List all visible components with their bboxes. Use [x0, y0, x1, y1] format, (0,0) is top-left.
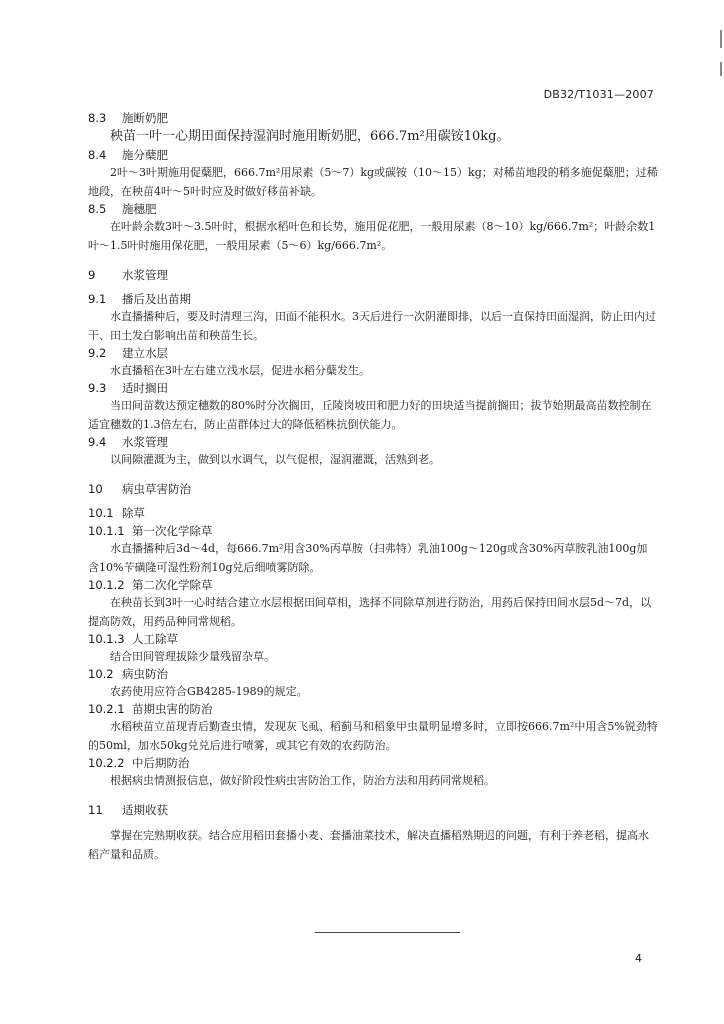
section-heading-9-2: 9.2 建立水层: [88, 346, 168, 360]
section-heading-9-1: 9.1 播后及出苗期: [88, 292, 191, 306]
section-heading-8-4: 8.4 施分蘖肥: [88, 148, 168, 162]
section-text-11: 掌握在完熟期收获。结合应用稻田套播小麦、套播油菜技术，解决直播稻熟期迟的问题，有利于养老稻，提高水稻产量和品质。: [88, 829, 649, 861]
section-heading-10-1-1: 10.1.1 第一次化学除草: [88, 524, 213, 538]
section-heading-8-3: 8.3 施断奶肥: [88, 111, 168, 125]
document-body: [88, 110, 658, 864]
section-heading-9-4: 9.4 水浆管理: [88, 435, 168, 449]
section-text-8-5: 在叶龄余数3叶～3.5叶时，根据水稻叶色和长势，施用促花肥，一般用尿素（8～10）kg/666.7m²；叶龄余数1叶～1.5叶时施用保花肥，一般用尿素（5～6）kg/666.7m²。: [88, 220, 656, 252]
section-heading-10-1-2: 10.1.2 第二次化学除草: [88, 578, 213, 592]
section-text-10-2-1: 水稻秧苗立苗现青后勤查虫情，发现灰飞虱、稻蓟马和稻象甲虫量明显增多时，立即按666.7m²中用含5%锐劲特的50ml，加水50kg兑兑后进行喷雾，或其它有效的农药防治。: [88, 720, 658, 752]
section-text-10-2: 农药使用应符合GB4285-1989的规定。: [110, 685, 308, 698]
section-text-10-2-2: 根据病虫情测报信息，做好阶段性病虫害防治工作，防治方法和用药同常规稻。: [110, 774, 495, 787]
section-heading-10-2: 10.2 病虫防治: [88, 667, 168, 681]
chapter-heading-11: 11 适期收获: [88, 803, 168, 817]
section-heading-8-5: 8.5 施穗肥: [88, 202, 157, 216]
section-text-9-2: 水直播稻在3叶左右建立浅水层，促进水稻分蘖发生。: [110, 364, 370, 377]
end-rule: [315, 932, 460, 933]
section-text-10-1-3: 结合田间管理拔除少量残留杂草。: [110, 650, 275, 663]
section-text-8-4: 2叶～3叶期施用促蘖肥，666.7m²用尿素（5～7）kg或碳铵（10～15）kg；对稀苗地段的稍多施促蘖肥；过稀地段，在秧苗4叶～5叶时应及时做好移苗补缺。: [88, 166, 658, 198]
section-text-10-1-1: 水直播播种后3d～4d，每666.7m²用含30%丙草胺（扫弗特）乳油100g～120g或含30%丙草胺乳油100g加含10%苄磺隆可湿性粉剂10g兑后细喷雾防除。: [88, 542, 648, 574]
standard-code: DB32/T1031—2007: [543, 88, 654, 101]
section-text-9-4: 以间隙灌溉为主，做到以水调气，以气促根，湿润灌溉，活熟到老。: [110, 453, 440, 466]
chapter-heading-9: 9 水浆管理: [88, 268, 168, 282]
section-text-8-3: 秧苗一叶一心期田面保持湿润时施用断奶肥，666.7m²用碳铵10kg。: [110, 129, 510, 144]
section-heading-10-2-2: 10.2.2 中后期防治: [88, 756, 190, 770]
scan-edge-mark: [720, 62, 722, 76]
section-heading-9-3: 9.3 适时搁田: [88, 381, 168, 395]
section-heading-10-1: 10.1 除草: [88, 506, 145, 520]
section-heading-10-2-1: 10.2.1 苗期虫害的防治: [88, 702, 213, 716]
scan-edge-mark: [720, 30, 722, 48]
section-text-9-1: 水直播播种后，要及时清理三沟，田面不能积水。3天后进行一次阴灌即排，以后一直保持田面湿润，防止田内过干、田土发白影响出苗和秧苗生长。: [88, 310, 656, 342]
chapter-heading-10: 10 病虫草害防治: [88, 482, 191, 496]
section-text-10-1-2: 在秧苗长到3叶一心时结合建立水层根据田间草相，选择不同除草剂进行防治，用药后保持田间水层5d～7d，以提高防效，用药品种同常规稻。: [88, 596, 652, 628]
section-heading-10-1-3: 10.1.3 人工除草: [88, 632, 178, 646]
page-number: 4: [635, 952, 642, 965]
section-text-9-3: 当田间苗数达预定穗数的80%时分次搁田，丘陵岗坡田和肥力好的田块适当提前搁田；拔节始期最高苗数控制在适宜穗数的1.3倍左右，防止苗群体过大的降低稻株抗倒伏能力。: [88, 399, 652, 431]
